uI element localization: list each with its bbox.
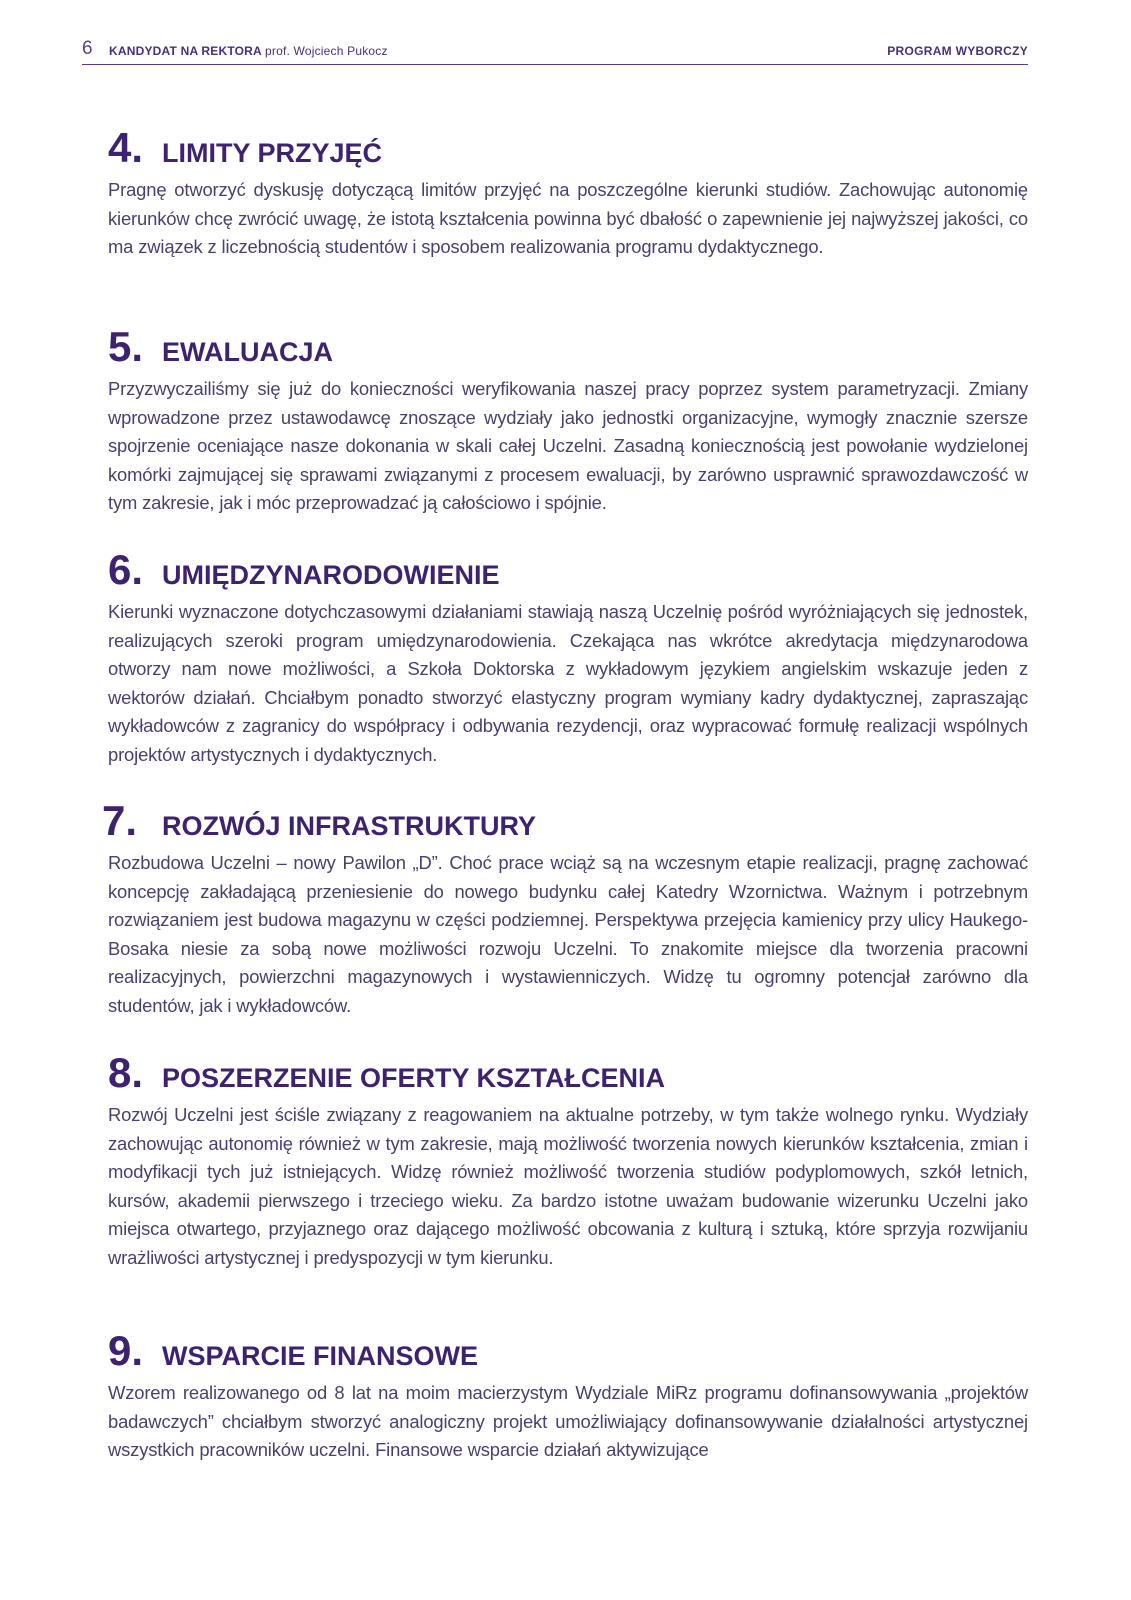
section-text: Kierunki wyznaczone dotychczasowymi działaniami stawiają naszą Uczelnię pośród wyróżniających się jednostek, realizujących szeroki program umiędzynarodowienia. Czekająca nas wkrótce akredytacja międzynarodowa otworzy nam nowe możliwości, a Szkoła Doktorska z wykładowym językiem angielskim wskazuje jeden z wektorów działań. Chciałbym ponadto stworzyć elastyczny program wymiany kadry dydaktycznej, zapraszając wykładowców z zagranicy do współpracy i odbywania rezydencji, oraz wypracować formułę realizacji wspólnych projektów artystycznych i dydaktycznych. bbox=[108, 601, 1028, 765]
section-5 bbox=[108, 323, 1028, 518]
section-8 bbox=[108, 1049, 1028, 1272]
section-heading bbox=[108, 1049, 1028, 1101]
section-text: Przyzwyczailiśmy się już do konieczności weryfikowania naszej pracy poprzez system parametryzacji. Zmiany wprowadzone przez ustawodawcę znoszące wydziały jako jednostki organizacyjne, wymogły znacznie szersze spojrzenie oceniające nasze dokonania w skali całej Uczelni. Zasadną koniecznością jest powołanie wydzielonej komórki zajmującej się sprawami związanymi z procesem ewaluacji, by zarówno usprawnić sprawozdawczość w tym zakresie, jak i móc przeprowadzać ją całościowo i spójnie. bbox=[108, 378, 1028, 513]
section-title: EWALUACJA bbox=[162, 337, 334, 367]
section-number: 9. bbox=[108, 1327, 144, 1374]
header-candidate-name: prof. Wojciech Pukocz bbox=[265, 44, 388, 58]
page-number: 6 bbox=[82, 38, 93, 59]
section-number: 4. bbox=[108, 124, 144, 171]
section-4 bbox=[108, 124, 1028, 262]
section-title: WSPARCIE FINANSOWE bbox=[162, 1341, 478, 1371]
header-document-title: PROGRAM WYBORCZY bbox=[887, 44, 1028, 58]
page-header bbox=[82, 40, 1028, 65]
section-text: Rozbudowa Uczelni – nowy Pawilon „D”. Choć prace wciąż są na wczesnym etapie realizacji, pragnę zachować koncepcję zakładającą przeniesienie do nowego budynku całej Katedry Wzornictwa. Ważnym i potrzebnym rozwiązaniem jest budowa magazynu w części podziemnej. Perspektywa przejęcia kamienicy przy ulicy Haukego-Bosaka niesie za sobą nowe możliwości rozwoju Uczelni. To znakomite miejsce dla tworzenia pracowni realizacyjnych, powierzchni magazynowych i wystawienniczych. Widzę tu ogromny potencjał zarówno dla studentów, jak i wykładowców. bbox=[108, 852, 1028, 1016]
section-title: LIMITY PRZYJĘĆ bbox=[162, 138, 383, 168]
section-heading bbox=[108, 1327, 1028, 1379]
section-title: UMIĘDZYNARODOWIENIE bbox=[162, 560, 500, 590]
section-title: ROZWÓJ INFRASTRUKTURY bbox=[162, 811, 536, 841]
section-7 bbox=[102, 797, 1028, 1020]
section-heading bbox=[108, 546, 1028, 598]
section-number: 8. bbox=[108, 1049, 144, 1096]
header-candidate-role: KANDYDAT NA REKTORA bbox=[109, 44, 262, 58]
section-9 bbox=[108, 1327, 1028, 1465]
section-number: 6. bbox=[108, 546, 144, 593]
section-heading bbox=[108, 323, 1028, 375]
section-6 bbox=[108, 546, 1028, 769]
section-text: Pragnę otworzyć dyskusję dotyczącą limitów przyjęć na poszczególne kierunki studiów. Zachowując autonomię kierunków chcę zwrócić uwagę, że istotą kształcenia powinna być dbałość o zapewnienie jej najwyższej jakości, co ma związek z liczebnością studentów i sposobem realizowania programu dydaktycznego. bbox=[108, 179, 1028, 257]
section-number: 5. bbox=[108, 323, 144, 370]
section-text: Wzorem realizowanego od 8 lat na moim macierzystym Wydziale MiRz programu dofinansowywania „projektów badawczych” chciałbym stworzyć analogiczny projekt umożliwiający dofinansowywanie działalności artystycznej wszystkich pracowników uczelni. Finansowe wsparcie działań aktywizujące bbox=[108, 1382, 1028, 1460]
section-text: Rozwój Uczelni jest ściśle związany z reagowaniem na aktualne potrzeby, w tym także wolnego rynku. Wydziały zachowując autonomię również w tym zakresie, mają możliwość tworzenia nowych kierunków kształcenia, zmian i modyfikacji tych już istniejących. Widzę również możliwość tworzenia studiów podyplomowych, szkół letnich, kursów, akademii pierwszego i trzeciego wieku. Za bardzo istotne uważam budowanie wizerunku Uczelni jako miejsca otwartego, przyjaznego oraz dającego możliwość obcowania z kulturą i sztuką, które sprzyja rozwijaniu wrażliwości artystycznej i predyspozycji w tym kierunku. bbox=[108, 1104, 1028, 1268]
section-title: POSZERZENIE OFERTY KSZTAŁCENIA bbox=[162, 1063, 666, 1093]
section-number: 7. bbox=[102, 797, 138, 844]
section-heading bbox=[102, 797, 1028, 849]
header-candidate bbox=[109, 44, 388, 58]
section-heading bbox=[108, 124, 1028, 176]
